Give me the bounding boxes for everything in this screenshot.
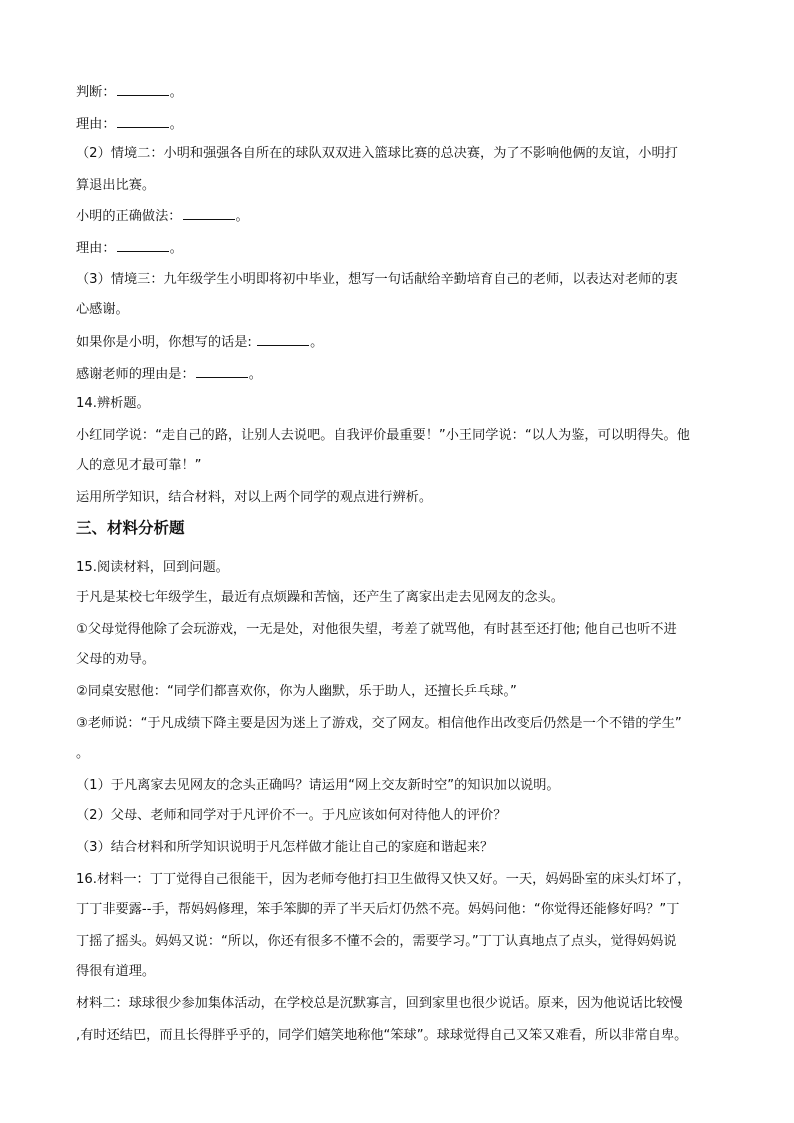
material-item-3: ③老师说：“于凡成绩下降主要是因为迷上了游戏，交了网友。相信他作出改变后仍然是一个不错的学生” (76, 716, 682, 731)
reason-line: 理由： 。 (76, 117, 183, 132)
question-16-material-1: 16.材料一：丁丁觉得自己很能干，因为老师夸他打扫卫生做得又快又好。一天，妈妈卧室的床头灯坏了， (76, 872, 691, 887)
question-15-title: 15.阅读材料，回到问题。 (76, 560, 229, 575)
answer-blank[interactable] (117, 239, 169, 252)
answer-blank[interactable] (257, 333, 309, 346)
sub-question-2: （2）父母、老师和同学对于凡评价不一。于凡应该如何对待他人的评价？ (76, 808, 507, 823)
judgment-line: 判断： 。 (76, 85, 183, 100)
scenario-2-text-cont: 算退出比赛。 (76, 178, 156, 193)
scenario-3-text: （3）情境三：九年级学生小明即将初中毕业，想写一句话献给辛勤培育自己的老师，以表达对老师的衷 (76, 272, 678, 287)
question-14-text: 小红同学说：“走自己的路，让别人去说吧。自我评价最重要！”小王同学说：“以人为鉴，可以明得失。他 (76, 428, 690, 443)
question-14-title: 14.辨析题。 (76, 396, 150, 411)
question-16-material-2-cont: ,有时还结巴，而且长得胖乎乎的，同学们嬉笑地称他“笨球”。球球觉得自己又笨又难看，所以非常自卑。 (76, 1028, 688, 1043)
answer-blank[interactable] (183, 207, 235, 220)
answer-blank[interactable] (117, 115, 169, 128)
material-item-1: ①父母觉得他除了会玩游戏，一无是处，对他很失望，考差了就骂他，有时甚至还打他; 他自己也听不进 (76, 622, 677, 637)
judgment-label: 判断： (76, 85, 116, 100)
scenario-3-text-cont: 心感谢。 (76, 302, 129, 317)
thanks-reason-line: 感谢老师的理由是： 。 (76, 367, 262, 382)
answer-blank[interactable] (117, 83, 169, 96)
question-16-material-1-cont: 丁摇了摇头。妈妈又说：“所以，你还有很多不懂不会的，需要学习。”丁丁认真地点了点头，觉得妈妈说 (76, 934, 677, 949)
question-16-material-1-cont: 丁丁非要露--手，帮妈妈修理，笨手笨脚的弄了半天后灯仍然不亮。妈妈问他：“你觉得还能修好吗？”丁 (76, 902, 680, 917)
question-14-text-cont: 人的意见才最可靠！” (76, 458, 202, 473)
section-heading: 三、材料分析题 (76, 519, 185, 537)
scenario-2-text: （2）情境二：小明和强强各自所在的球队双双进入篮球比赛的总决赛，为了不影响他俩的友谊，小明打 (76, 146, 678, 161)
question-16-material-1-cont: 得很有道理。 (76, 964, 156, 979)
reason-line: 理由： 。 (76, 241, 183, 256)
material-item-1-cont: 父母的劝导。 (76, 652, 156, 667)
sub-question-1: （1）于凡离家去见网友的念头正确吗？请运用“网上交友新时空”的知识加以说明。 (76, 778, 560, 793)
message-line: 如果你是小明，你想写的话是: 。 (76, 335, 324, 350)
material-text: 于凡是某校七年级学生，最近有点烦躁和苦恼，还产生了离家出走去见网友的念头。 (76, 590, 564, 605)
reason-label: 理由： (76, 117, 116, 132)
correct-action-line: 小明的正确做法： 。 (76, 209, 249, 224)
question-14-prompt: 运用所学知识，结合材料，对以上两个同学的观点进行辨析。 (76, 490, 433, 505)
question-16-material-2: 材料二：球球很少参加集体活动，在学校总是沉默寡言，回到家里也很少说话。原来，因为他说话比较慢 (76, 996, 683, 1011)
answer-blank[interactable] (196, 365, 248, 378)
material-item-3-cont: 。 (76, 746, 90, 761)
material-item-2: ②同桌安慰他：“同学们都喜欢你，你为人幽默，乐于助人，还擅长乒乓球。” (76, 684, 517, 699)
sub-question-3: （3）结合材料和所学知识说明于凡怎样做才能让自己的家庭和谐起来？ (76, 840, 494, 855)
